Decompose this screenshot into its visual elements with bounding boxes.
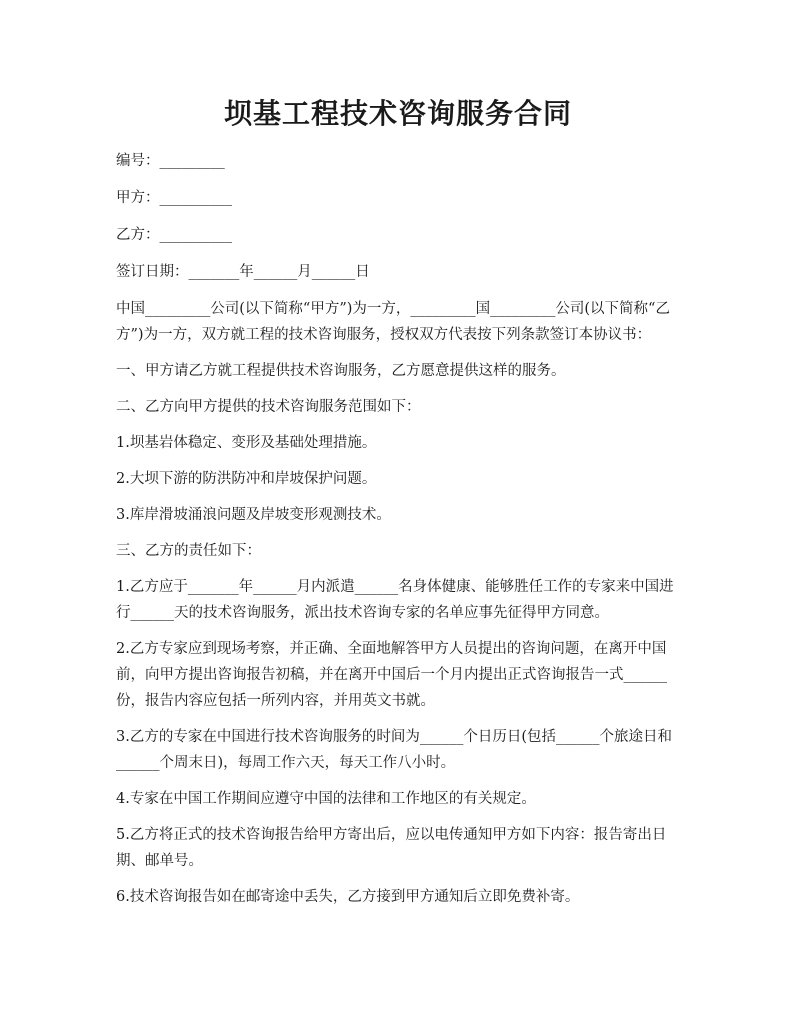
party-b-line: 乙方：__________	[116, 227, 232, 243]
clause-3-item-3: 3.乙方的专家在中国进行技术咨询服务的时间为______个日历日(包括______个旅途日和______个周末日)，每周工作六天，每天工作八小时。	[116, 729, 672, 771]
clause-3-item-1: 1.乙方应于_______年______月内派遣______名身体健康、能够胜任工作的专家来中国进行______天的技术咨询服务，派出技术咨询专家的名单应事先征得甲方同意。	[116, 579, 674, 621]
clause-2-item-3: 3.库岸滑坡涌浪问题及岸坡变形观测技术。	[116, 507, 391, 523]
clause-2-item-2: 2.大坝下游的防洪防冲和岸坡保护问题。	[116, 471, 377, 487]
clause-3-item-6: 6.技术咨询报告如在邮寄途中丢失，乙方接到甲方通知后立即免费补寄。	[116, 889, 580, 905]
sign-date-line: 签订日期：_______年______月______日	[116, 264, 370, 280]
contract-number-line: 编号：_________	[116, 153, 225, 169]
clause-2-heading: 二、乙方向甲方提供的技术咨询服务范围如下：	[116, 399, 421, 415]
clause-3-item-2: 2.乙方专家应到现场考察，并正确、全面地解答甲方人员提出的咨询问题，在离开中国前，向甲方提出咨询报告初稿，并在离开中国后一个月内提出正式咨询报告一式______份，报告内容应包括一所列内容，并用英文书就。	[116, 641, 667, 709]
clause-3-item-4: 4.专家在中国工作期间应遵守中国的法律和工作地区的有关规定。	[116, 791, 536, 807]
clause-3-heading: 三、乙方的责任如下：	[116, 543, 261, 559]
clause-1: 一、甲方请乙方就工程提供技术咨询服务，乙方愿意提供这样的服务。	[116, 363, 566, 379]
party-a-line: 甲方：__________	[116, 190, 232, 206]
document-body	[116, 148, 686, 920]
clause-2-item-1: 1.坝基岩体稳定、变形及基础处理措施。	[116, 435, 377, 451]
preamble-paragraph: 中国_________公司(以下简称“甲方”)为一方，_________国_________公司(以下简称“乙方”)为一方，双方就工程的技术咨询服务，授权双方代表按下列条款签订本协议书：	[116, 301, 670, 343]
clause-3-item-5: 5.乙方将正式的技术咨询报告给甲方寄出后，应以电传通知甲方如下内容：报告寄出日期、邮单号。	[116, 827, 667, 869]
document-title: 坝基工程技术咨询服务合同	[223, 97, 572, 130]
